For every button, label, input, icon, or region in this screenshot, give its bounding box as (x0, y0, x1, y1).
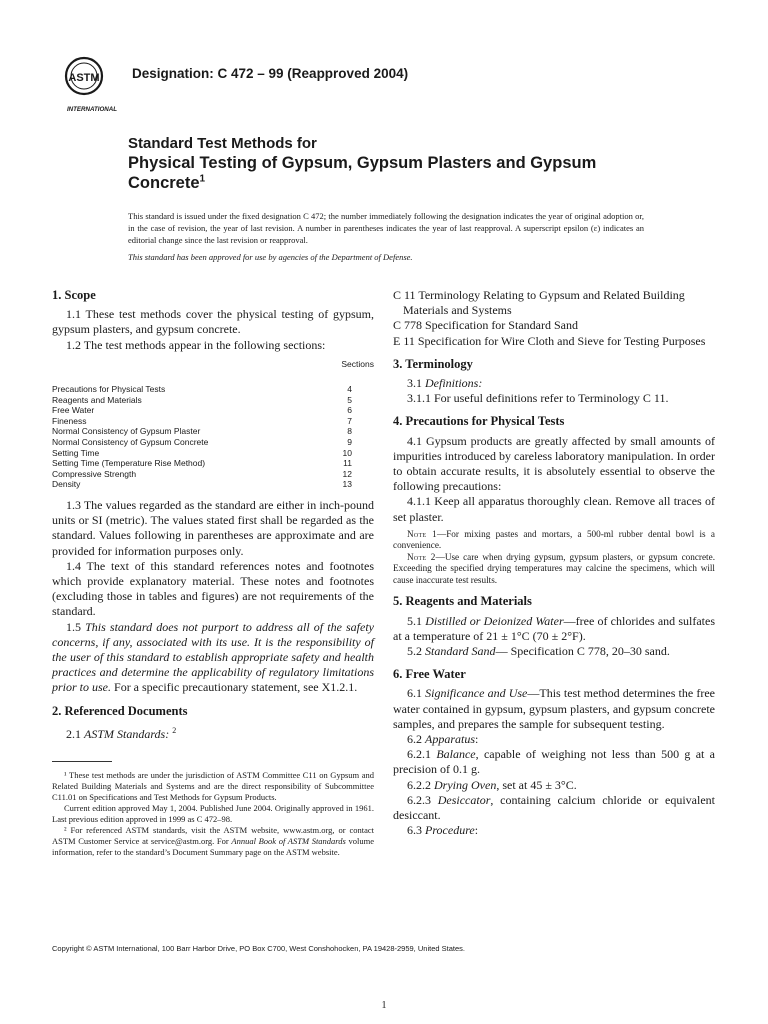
section-number: 5 (347, 394, 352, 405)
section-number: 8 (347, 426, 352, 437)
paragraph-1-2: 1.2 The test methods appear in the following sections: (66, 337, 326, 352)
paragraph-6-2-1-number: 6.2.1 (407, 747, 431, 762)
page-number: 1 (381, 1000, 387, 1011)
left-column (52, 288, 374, 742)
sections-table-row (52, 416, 374, 427)
sections-table-row (52, 458, 374, 469)
paragraph-6-2-3-label: Desiccator (437, 792, 491, 807)
sections-table-row (52, 469, 374, 480)
paragraph-5-2 (393, 644, 715, 659)
section-heading-free-water: 6. Free Water (393, 667, 466, 682)
paragraph-1-5-number: 1.5 (66, 619, 81, 634)
paragraph-6-2-3 (393, 793, 715, 823)
paragraph-5-1 (393, 614, 715, 644)
footnotes (52, 770, 374, 858)
note-1-text: —For mixing pastes and mortars, a 500-ml rubber dental bowl is a convenience. (393, 528, 715, 551)
document-title (128, 134, 648, 193)
section-number: 10 (342, 447, 352, 458)
sections-table-row (52, 384, 374, 395)
title-line-3-text: Concrete (128, 174, 200, 192)
sections-column-label: Sections (341, 358, 374, 369)
designation: Designation: C 472 – 99 (Reapproved 2004) (132, 66, 409, 81)
sections-table-row (52, 426, 374, 437)
section-name: Setting Time (Temperature Rise Method) (52, 458, 206, 469)
paragraph-6-2-1 (393, 747, 715, 777)
paragraph-6-2-2-tail: , set at 45 ± 3°C. (496, 777, 577, 792)
paragraph-4-1: 4.1 Gypsum products are greatly affected by small amounts of impurities introduced by careless laboratory manipulation. In order to obtain accurate results, it is absolutely essential to observe the following precautions: (393, 433, 715, 494)
footnote-2-text-b: volume information, refer to the standard’s Document Summary page on the ASTM website. (52, 836, 375, 857)
paragraph-1-3: 1.3 The values regarded as the standard are either in inch-pound units or SI (metric). The values stated first shall be regarded as the standard. Values following in parentheses are approximate and are provided for information purposes only. (52, 497, 374, 558)
astm-logo-icon (62, 54, 122, 116)
section-name: Precautions for Physical Tests (52, 384, 166, 395)
sections-table-row (52, 448, 374, 459)
paragraph-5-2-number: 5.2 (407, 643, 422, 658)
title-line-1: Standard Test Methods for (128, 135, 317, 152)
section-number: 7 (347, 415, 352, 426)
document-header (62, 54, 722, 116)
sections-table-row (52, 405, 374, 416)
right-column (393, 288, 715, 838)
section-name: Normal Consistency of Gypsum Concrete (52, 436, 209, 447)
approval-statement: This standard has been approved for use by agencies of the Department of Defense. (128, 252, 413, 262)
logo-text: ASTM (68, 72, 100, 84)
paragraph-6-2-1-label: Balance (436, 747, 476, 762)
logo-subtext: INTERNATIONAL (66, 106, 118, 113)
paragraph-5-1-tail: —free of chlorides and sulfates at a temperature of 21 ± 1°C (70 ± 2°F). (393, 613, 715, 643)
paragraph-4-1-1: 4.1.1 Keep all apparatus thoroughly clean. Remove all traces of set plaster. (393, 494, 715, 524)
paragraph-2-1-label: ASTM Standards: (84, 726, 170, 741)
section-heading-terminology: 3. Terminology (393, 356, 473, 371)
footnote-2-text-a: ² For referenced ASTM standards, visit the ASTM website, www.astm.org, or contact ASTM Customer Service at service@astm.org. For (52, 825, 374, 846)
paragraph-6-2-3-tail: , containing calcium chloride or equivalent desiccant. (393, 792, 715, 822)
sections-table-row (52, 479, 374, 490)
section-number: 11 (343, 458, 352, 469)
paragraph-1-1: 1.1 These test methods cover the physical testing of gypsum, gypsum plasters, and gypsum concrete. (52, 307, 374, 337)
sections-table-row (52, 395, 374, 406)
footnote-1-edition: Current edition approved May 1, 2004. Published June 2004. Originally approved in 1961. Last previous edition approved in 1999 as C 472–98. (52, 803, 374, 824)
referenced-standard-item: E 11 Specification for Wire Cloth and Sieve for Testing Purposes (393, 333, 706, 348)
section-name: Setting Time (52, 447, 100, 458)
section-number: 9 (347, 436, 352, 447)
paragraph-1-5-caveat: This standard does not purport to address all of the safety concerns, if any, associated with its use. It is the responsibility of the user of this standard to establish appropriate safety and health practices and determine the applicability of regulatory limitations prior to use. (52, 619, 374, 695)
note-2 (393, 552, 715, 587)
sections-table (52, 384, 374, 490)
paragraph-2-1 (52, 723, 374, 742)
paragraph-1-5 (52, 620, 374, 696)
paragraph-6-2-2-label: Drying Oven (434, 777, 497, 792)
paragraph-1-5-tail: For a specific precautionary statement, see X1.2.1. (114, 680, 358, 695)
footnote-1: ¹ These test methods are under the jurisdiction of ASTM Committee C11 on Gypsum and Related Building Materials and Systems and are the direct responsibility of Subcommittee C11.01 on Specifications and Test Methods for Gypsum Products. (52, 770, 374, 802)
note-1 (393, 529, 715, 552)
referenced-standards-list (393, 288, 715, 349)
paragraph-6-1 (393, 686, 715, 732)
paragraph-3-1-1: 3.1.1 For useful definitions refer to Terminology C 11. (407, 391, 669, 406)
section-heading-scope: 1. Scope (52, 288, 96, 302)
title-line-3 (128, 173, 648, 193)
paragraph-6-3-label: Procedure (425, 823, 475, 838)
paragraph-5-2-tail: — Specification C 778, 20–30 sand. (495, 643, 670, 658)
section-number: 6 (347, 405, 352, 416)
paragraph-1-4: 1.4 The text of this standard references notes and footnotes which provide explanatory material. These notes and footnotes (excluding those in tables and figures) are not requirements of the standard. (52, 558, 374, 619)
title-footnote-mark: 1 (199, 173, 206, 185)
note-2-text: —Use care when drying gypsum, gypsum plasters, or gypsum concrete. Exceeding the specified drying temperatures may calcine the specimens, which will cause inaccurate test results. (393, 551, 715, 585)
paragraph-6-2 (393, 732, 715, 747)
sections-table-row (52, 437, 374, 448)
paragraph-6-2-number: 6.2 (407, 731, 422, 746)
paragraph-3-1-label: Definitions: (425, 376, 483, 391)
section-name: Fineness (52, 415, 87, 426)
section-heading-precautions: 4. Precautions for Physical Tests (393, 414, 565, 429)
intro-paragraph: This standard is issued under the fixed designation C 472; the number immediately following the designation indicates the year of original adoption or, in the case of revision, the year of last revision. A number in parentheses indicates the year of last reapproval. A superscript epsilon (ε) indicates an editorial change since the last revision or reapproval. (128, 211, 644, 246)
paragraph-2-1-number: 2.1 (66, 726, 81, 741)
note-2-label: Note 2 (407, 551, 436, 562)
paragraph-3-1 (393, 376, 715, 391)
section-name: Reagents and Materials (52, 394, 142, 405)
referenced-standard-item: C 11 Terminology Relating to Gypsum and Related Building Materials and Systems (393, 288, 685, 318)
paragraph-6-3-tail: : (474, 823, 479, 838)
section-name: Free Water (52, 405, 95, 416)
paragraph-6-1-tail: —This test method determines the free water contained in gypsum, gypsum plasters, and gypsum concrete samples, and prepares the sample for subsequent testing. (393, 686, 715, 731)
section-number: 12 (342, 468, 352, 479)
paragraph-2-1-footnote-mark: 2 (172, 725, 177, 735)
footnote-2 (52, 825, 374, 858)
section-name: Density (52, 479, 81, 490)
paragraph-6-2-label: Apparatus (425, 731, 476, 746)
title-line-2: Physical Testing of Gypsum, Gypsum Plasters and Gypsum (128, 154, 597, 172)
paragraph-6-3-number: 6.3 (407, 823, 422, 838)
paragraph-6-2-3-number: 6.2.3 (407, 792, 431, 807)
paragraph-3-1-number: 3.1 (407, 376, 422, 391)
paragraph-6-3 (393, 823, 715, 838)
section-number: 4 (347, 384, 352, 395)
paragraph-6-1-number: 6.1 (407, 686, 422, 701)
paragraph-5-2-label: Standard Sand (425, 643, 496, 658)
section-name: Compressive Strength (52, 468, 137, 479)
section-name: Normal Consistency of Gypsum Plaster (52, 426, 201, 437)
paragraph-5-1-label: Distilled or Deionized Water (425, 613, 564, 628)
paragraph-6-2-2-number: 6.2.2 (407, 777, 431, 792)
paragraph-6-2-1-tail: , capable of weighing not less than 500 g at a precision of 0.1 g. (393, 747, 715, 777)
section-heading-referenced-documents: 2. Referenced Documents (52, 703, 188, 718)
footnote-divider (52, 761, 112, 762)
paragraph-5-1-number: 5.1 (407, 613, 422, 628)
note-1-label: Note 1 (407, 528, 437, 539)
section-heading-reagents: 5. Reagents and Materials (393, 594, 532, 609)
paragraph-6-2-tail: : (475, 731, 479, 746)
paragraph-6-2-2 (393, 778, 715, 793)
paragraph-6-1-label: Significance and Use (425, 686, 528, 701)
footnote-2-italic: Annual Book of ASTM Standards (231, 836, 346, 846)
copyright-notice: Copyright © ASTM International, 100 Barr Harbor Drive, PO Box C700, West Conshohocken, PA 19428-2959, United States. (52, 944, 465, 953)
section-number: 13 (342, 479, 352, 490)
referenced-standard-item: C 778 Specification for Standard Sand (393, 318, 578, 333)
